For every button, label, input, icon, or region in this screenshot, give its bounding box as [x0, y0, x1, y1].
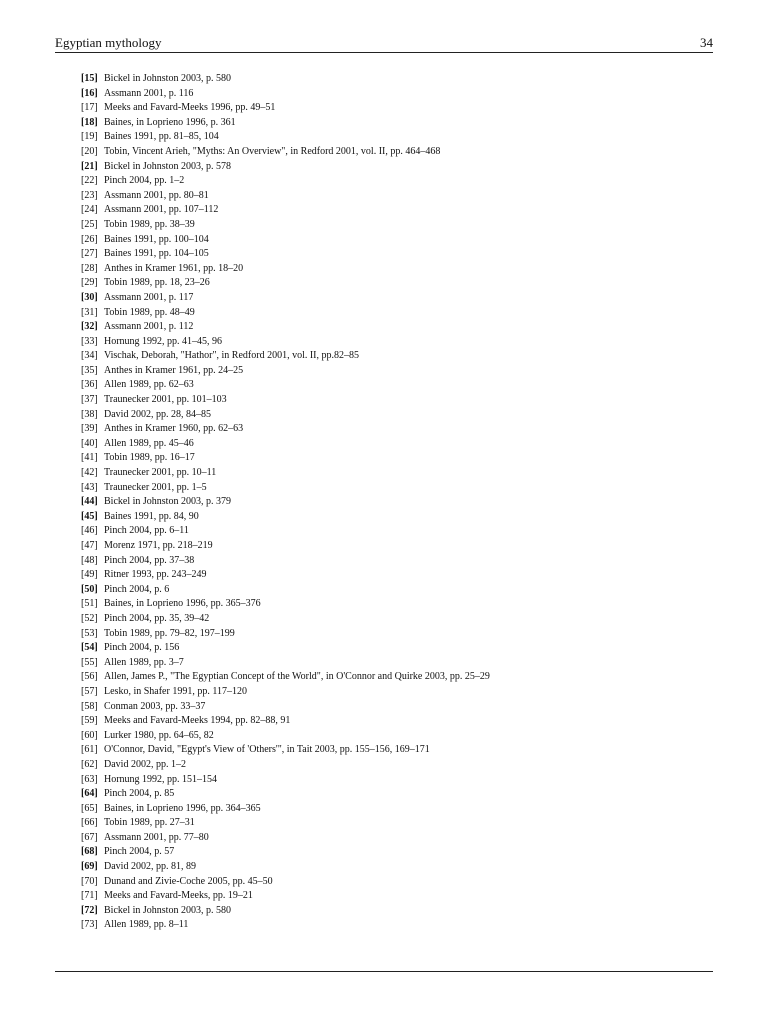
reference-text: O'Connor, David, "Egypt's View of 'Others'", in Tait 2003, pp. 155–156, 169–171: [104, 744, 430, 756]
reference-text: Baines 1991, pp. 100–104: [104, 233, 209, 245]
reference-text: Tobin, Vincent Arieh, "Myths: An Overview", in Redford 2001, vol. II, pp. 464–468: [104, 145, 441, 157]
reference-number[interactable]: [50]: [81, 583, 98, 595]
reference-text: Lurker 1980, pp. 64–65, 82: [104, 729, 214, 741]
reference-text: Anthes in Kramer 1961, pp. 24–25: [104, 364, 244, 376]
footer-divider: [55, 971, 713, 972]
reference-text: Hornung 1992, pp. 151–154: [104, 773, 218, 785]
reference-text: Assmann 2001, pp. 77–80: [104, 831, 209, 843]
reference-number[interactable]: [61]: [81, 744, 98, 756]
reference-text: Traunecker 2001, pp. 101–103: [104, 394, 227, 406]
reference-text: Baines 1991, pp. 104–105: [104, 248, 209, 260]
reference-item: [81, 101, 701, 116]
reference-text: Tobin 1989, pp. 16–17: [104, 452, 195, 464]
reference-number[interactable]: [65]: [81, 802, 98, 814]
reference-text: Anthes in Kramer 1961, pp. 18–20: [104, 262, 244, 274]
reference-text: Meeks and Favard-Meeks 1996, pp. 49–51: [104, 102, 276, 114]
reference-item: [81, 233, 701, 248]
reference-text: David 2002, pp. 28, 84–85: [104, 408, 211, 420]
reference-number[interactable]: [43]: [81, 481, 98, 493]
reference-item: [81, 189, 701, 204]
reference-item: [81, 539, 701, 554]
reference-number[interactable]: [19]: [81, 131, 98, 143]
reference-number[interactable]: [45]: [81, 510, 98, 522]
header-divider: [55, 52, 713, 53]
reference-item: [81, 700, 701, 715]
reference-number[interactable]: [16]: [81, 87, 98, 99]
reference-item: [81, 670, 701, 685]
reference-text: Allen 1989, pp. 3–7: [104, 656, 184, 668]
reference-number[interactable]: [38]: [81, 408, 98, 420]
reference-text: Assmann 2001, p. 116: [104, 87, 194, 99]
reference-text: Pinch 2004, p. 85: [104, 788, 175, 800]
reference-item: [81, 656, 701, 671]
page-number: 34: [700, 35, 713, 50]
reference-number[interactable]: [17]: [81, 102, 98, 114]
reference-item: [81, 554, 701, 569]
reference-text: Baines, in Loprieno 1996, pp. 364–365: [104, 802, 261, 814]
reference-number[interactable]: [24]: [81, 204, 98, 216]
reference-text: Bickel in Johnston 2003, p. 580: [104, 904, 231, 916]
reference-text: Baines, in Loprieno 1996, p. 361: [104, 116, 236, 128]
reference-item: [81, 524, 701, 539]
reference-text: David 2002, pp. 81, 89: [104, 861, 196, 873]
reference-text: David 2002, pp. 1–2: [104, 758, 186, 770]
reference-item: [81, 218, 701, 233]
reference-number[interactable]: [46]: [81, 525, 98, 537]
reference-item: [81, 160, 701, 175]
reference-number[interactable]: [22]: [81, 175, 98, 187]
reference-item: [81, 714, 701, 729]
reference-item: [81, 87, 701, 102]
reference-text: Traunecker 2001, pp. 1–5: [104, 481, 207, 493]
reference-text: Pinch 2004, pp. 6–11: [104, 525, 189, 537]
reference-text: Hornung 1992, pp. 41–45, 96: [104, 335, 223, 347]
reference-number[interactable]: [40]: [81, 437, 98, 449]
reference-text: Assmann 2001, pp. 80–81: [104, 189, 209, 201]
reference-text: Pinch 2004, p. 57: [104, 846, 175, 858]
reference-text: Tobin 1989, pp. 38–39: [104, 218, 195, 230]
reference-number[interactable]: [67]: [81, 831, 98, 843]
reference-number[interactable]: [29]: [81, 277, 98, 289]
reference-number[interactable]: [70]: [81, 875, 98, 887]
reference-number[interactable]: [49]: [81, 569, 98, 581]
reference-text: Allen, James P., "The Egyptian Concept of the World", in O'Connor and Quirke 2003, pp. 25–29: [104, 671, 490, 683]
reference-number[interactable]: [60]: [81, 729, 98, 741]
reference-text: Assmann 2001, p. 112: [104, 321, 194, 333]
reference-text: Tobin 1989, pp. 48–49: [104, 306, 195, 318]
reference-text: Meeks and Favard-Meeks, pp. 19–21: [104, 890, 253, 902]
reference-number[interactable]: [68]: [81, 846, 98, 858]
reference-item: [81, 495, 701, 510]
reference-text: Ritner 1993, pp. 243–249: [104, 569, 207, 581]
reference-text: Morenz 1971, pp. 218–219: [104, 540, 213, 551]
reference-text: Conman 2003, pp. 33–37: [104, 700, 206, 712]
reference-text: Vischak, Deborah, "Hathor", in Redford 2001, vol. II, pp.82–85: [104, 350, 360, 362]
reference-number[interactable]: [52]: [81, 612, 98, 624]
reference-item: [81, 466, 701, 481]
reference-number[interactable]: [33]: [81, 335, 98, 347]
reference-text: Tobin 1989, pp. 18, 23–26: [104, 277, 210, 289]
reference-item: [81, 116, 701, 131]
reference-item: [81, 918, 701, 933]
reference-item: [81, 612, 701, 627]
reference-item: [81, 364, 701, 379]
reference-number[interactable]: [54]: [81, 642, 98, 654]
page-title: Egyptian mythology: [55, 35, 162, 50]
reference-number[interactable]: [18]: [81, 116, 98, 128]
reference-item: [81, 306, 701, 321]
reference-number[interactable]: [48]: [81, 554, 98, 566]
reference-number[interactable]: [55]: [81, 656, 98, 668]
reference-number[interactable]: [30]: [81, 291, 98, 303]
reference-item: [81, 247, 701, 262]
reference-item: [81, 276, 701, 291]
reference-item: [81, 845, 701, 860]
page-header: [55, 34, 713, 52]
reference-number[interactable]: [58]: [81, 700, 98, 712]
reference-item: [81, 773, 701, 788]
reference-number[interactable]: [56]: [81, 671, 98, 683]
reference-item: [81, 393, 701, 408]
reference-text: Assmann 2001, p. 117: [104, 291, 194, 303]
reference-number[interactable]: [20]: [81, 145, 98, 157]
reference-item: [81, 568, 701, 583]
reference-item: [81, 349, 701, 364]
reference-item: [81, 481, 701, 496]
reference-number[interactable]: [27]: [81, 248, 98, 260]
reference-text: Meeks and Favard-Meeks 1994, pp. 82–88, 91: [104, 715, 291, 727]
reference-number[interactable]: [72]: [81, 904, 98, 916]
reference-number[interactable]: [41]: [81, 452, 98, 464]
reference-item: [81, 174, 701, 189]
reference-text: Baines, in Loprieno 1996, pp. 365–376: [104, 598, 261, 610]
reference-text: Tobin 1989, pp. 79–82, 197–199: [104, 627, 235, 639]
reference-text: Baines 1991, pp. 84, 90: [104, 510, 199, 522]
reference-item: [81, 130, 701, 145]
reference-item: [81, 787, 701, 802]
reference-text: Bickel in Johnston 2003, p. 379: [104, 496, 231, 508]
reference-text: Allen 1989, pp. 62–63: [104, 379, 194, 391]
reference-number[interactable]: [66]: [81, 817, 98, 829]
reference-text: Traunecker 2001, pp. 10–11: [104, 467, 217, 479]
reference-number[interactable]: [23]: [81, 189, 98, 201]
reference-number[interactable]: [59]: [81, 715, 98, 727]
reference-list: [81, 72, 701, 933]
reference-number[interactable]: [42]: [81, 467, 98, 479]
reference-item: [81, 627, 701, 642]
reference-number[interactable]: [63]: [81, 773, 98, 785]
reference-item: [81, 335, 701, 350]
reference-text: Bickel in Johnston 2003, p. 578: [104, 160, 231, 172]
reference-item: [81, 743, 701, 758]
reference-number[interactable]: [73]: [81, 919, 98, 931]
reference-text: Anthes in Kramer 1960, pp. 62–63: [104, 423, 244, 435]
reference-item: [81, 685, 701, 700]
reference-number[interactable]: [28]: [81, 262, 98, 274]
reference-text: Lesko, in Shafer 1991, pp. 117–120: [104, 685, 247, 697]
reference-item: [81, 451, 701, 466]
reference-number[interactable]: [36]: [81, 379, 98, 391]
reference-item: [81, 875, 701, 890]
reference-text: Pinch 2004, p. 6: [104, 583, 170, 595]
reference-item: [81, 378, 701, 393]
reference-item: [81, 437, 701, 452]
reference-item: [81, 510, 701, 525]
reference-number[interactable]: [62]: [81, 758, 98, 770]
reference-item: [81, 583, 701, 598]
reference-item: [81, 145, 701, 160]
reference-item: [81, 422, 701, 437]
reference-text: Dunand and Zivie-Coche 2005, pp. 45–50: [104, 875, 273, 887]
reference-text: Baines 1991, pp. 81–85, 104: [104, 131, 219, 143]
reference-number[interactable]: [47]: [81, 540, 98, 551]
reference-number[interactable]: [35]: [81, 364, 98, 376]
reference-number[interactable]: [26]: [81, 233, 98, 245]
reference-item: [81, 408, 701, 423]
reference-item: [81, 816, 701, 831]
reference-number[interactable]: [53]: [81, 627, 98, 639]
reference-item: [81, 889, 701, 904]
reference-text: Pinch 2004, pp. 35, 39–42: [104, 612, 210, 624]
reference-text: Allen 1989, pp. 8–11: [104, 919, 189, 931]
reference-item: [81, 802, 701, 817]
reference-item: [81, 758, 701, 773]
reference-number[interactable]: [25]: [81, 218, 98, 230]
reference-number[interactable]: [69]: [81, 861, 98, 873]
reference-number[interactable]: [32]: [81, 321, 98, 333]
reference-number[interactable]: [51]: [81, 598, 98, 610]
reference-number[interactable]: [31]: [81, 306, 98, 318]
reference-number[interactable]: [71]: [81, 890, 98, 902]
reference-number[interactable]: [15]: [81, 73, 98, 84]
reference-number[interactable]: [64]: [81, 788, 98, 800]
reference-item: [81, 320, 701, 335]
reference-number[interactable]: [34]: [81, 350, 98, 362]
reference-text: Allen 1989, pp. 45–46: [104, 437, 194, 449]
reference-number[interactable]: [57]: [81, 685, 98, 697]
reference-item: [81, 291, 701, 306]
reference-item: [81, 729, 701, 744]
reference-text: Pinch 2004, pp. 37–38: [104, 554, 195, 566]
reference-number[interactable]: [37]: [81, 394, 98, 406]
reference-item: [81, 597, 701, 612]
reference-text: Assmann 2001, pp. 107–112: [104, 204, 219, 216]
reference-item: [81, 72, 701, 87]
reference-item: [81, 203, 701, 218]
reference-item: [81, 262, 701, 277]
reference-item: [81, 641, 701, 656]
reference-text: Pinch 2004, pp. 1–2: [104, 175, 185, 187]
reference-number[interactable]: [39]: [81, 423, 98, 435]
reference-text: Pinch 2004, p. 156: [104, 642, 180, 654]
reference-text: Tobin 1989, pp. 27–31: [104, 817, 195, 829]
reference-number[interactable]: [21]: [81, 160, 98, 172]
reference-number[interactable]: [44]: [81, 496, 98, 508]
reference-item: [81, 831, 701, 846]
reference-text: Bickel in Johnston 2003, p. 580: [104, 73, 231, 84]
reference-item: [81, 904, 701, 919]
reference-item: [81, 860, 701, 875]
